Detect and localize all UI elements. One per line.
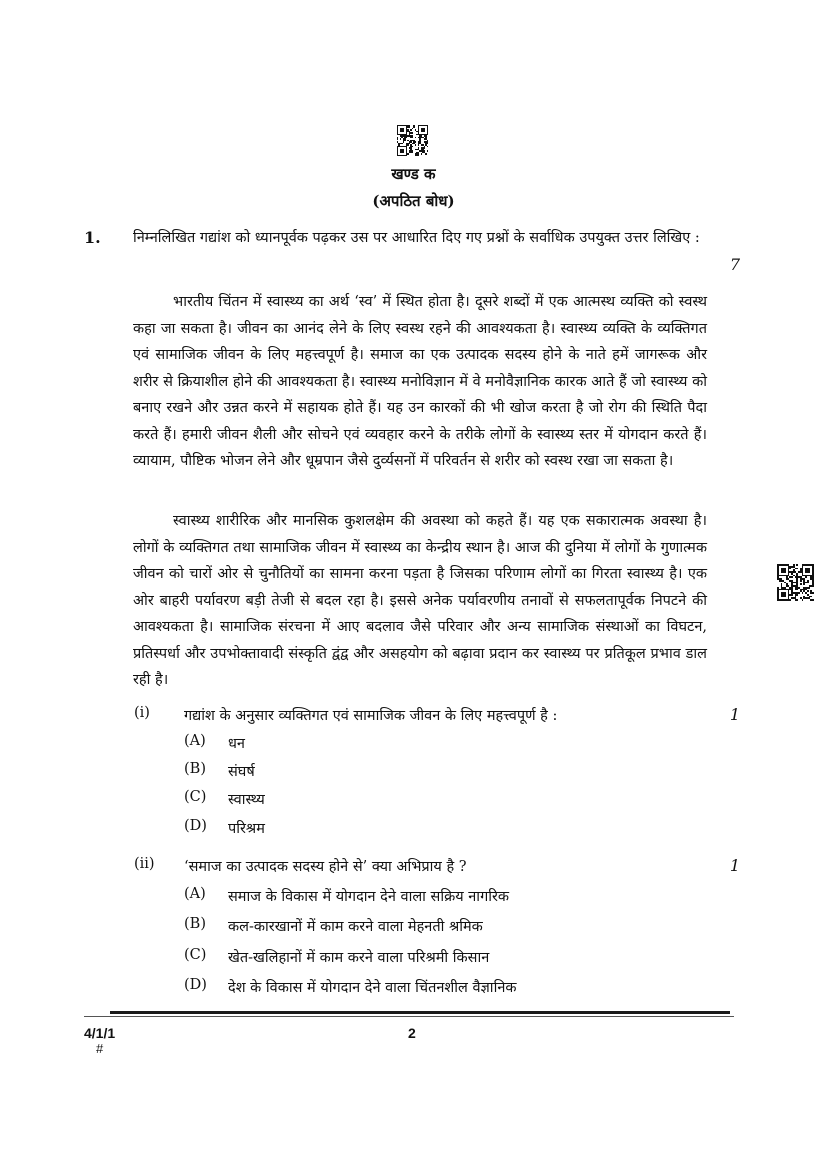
paper-code-hash: # [96, 1041, 104, 1056]
option-text: देश के विकास में योगदान देने वाला चिंतनशील वैज्ञानिक [228, 980, 517, 996]
option-text: कल-कारखानों में काम करने वाला मेहनती श्रमिक [228, 919, 483, 935]
footer-rule [110, 1011, 730, 1014]
passage-paragraph-2: स्वास्थ्य शारीरिक और मानसिक कुशलक्षेम की अवस्था को कहते हैं। यह एक सकारात्मक अवस्था है। लोगों के व्यक्तिगत तथा सामाजिक जीवन में स्वास्थ्य का केन्द्रीय स्थान है। आज की दुनिया में लोगों के गुणात्मक जीवन को चारों ओर से चुनौतियों का सामना करना पड़ता है जिसका परिणाम लोगों का गिरता स्वास्थ्य है। एक ओर बाहरी पर्यावरण बड़ी तेजी से बदल रहा है। इससे अनेक पर्यावरणीय तनावों से सफलतापूर्वक निपटने की आवश्यकता है। सामाजिक संरचना में आए बदलाव जैसे परिवार और अन्य सामाजिक संस्थाओं का विघटन, प्रतिस्पर्धा और उपभोक्तावादी संस्कृति द्वंद्व और असहयोग को बढ़ावा प्रदान कर स्वास्थ्य पर प्रतिकूल प्रभाव डाल रही है। [133, 513, 707, 688]
qr-code-side [777, 564, 814, 601]
section-subtitle: (अपठित बोध) [372, 192, 455, 210]
subquestion-text: गद्यांश के अनुसार व्यक्तिगत एवं सामाजिक जीवन के लिए महत्त्वपूर्ण है : [184, 708, 558, 724]
footer-rule-thin [84, 1016, 734, 1017]
option-label: (B) [184, 916, 206, 932]
subquestion-number: (i) [134, 705, 150, 721]
option-text: परिश्रम [228, 821, 265, 837]
subquestion-number: (ii) [134, 856, 155, 872]
option-text: स्वास्थ्य [228, 792, 265, 808]
paper-code: 4/1/1 [84, 1025, 116, 1041]
question-number: 1. [84, 228, 101, 247]
question-marks: 7 [729, 255, 740, 274]
passage-paragraph-1: भारतीय चिंतन में स्वास्थ्य का अर्थ ‘स्व’ में स्थित होता है। दूसरे शब्दों में एक आत्मस्थ व्यक्ति को स्वस्थ कहा जा सकता है। जीवन का आनंद लेने के लिए स्वस्थ रहने की आवश्यकता है। स्वास्थ्य व्यक्ति के व्यक्तिगत एवं सामाजिक जीवन के लिए महत्त्वपूर्ण है। समाज का एक उत्पादक सदस्य होने के नाते हमें जागरूक और शरीर से क्रियाशील होने की आवश्यकता है। स्वास्थ्य मनोविज्ञान में वे मनोवैज्ञानिक कारक आते हैं जो स्वास्थ्य को बनाए रखने और उन्नत करने में सहायक होते हैं। यह उन कारकों की भी खोज करता है जो रोग की स्थिति पैदा करते हैं। हमारी जीवन शैली और सोचने एवं व्यवहार करने के तरीके लोगों के स्वास्थ्य स्तर में योगदान करते हैं। व्यायाम, पौष्टिक भोजन लेने और धूम्रपान जैसे दुर्व्यसनों में परिवर्तन से शरीर को स्वस्थ रखा जा सकता है। [133, 294, 707, 469]
option-label: (C) [184, 947, 207, 963]
option-text: समाज के विकास में योगदान देने वाला सक्रिय नागरिक [228, 889, 510, 905]
section-title: खण्ड क [391, 165, 436, 183]
option-text: खेत-खलिहानों में काम करने वाला परिश्रमी किसान [228, 950, 490, 966]
option-label: (D) [184, 977, 207, 993]
subquestion-text: ‘समाज का उत्पादक सदस्य होने से’ क्या अभिप्राय है ? [184, 859, 467, 875]
option-label: (A) [184, 733, 206, 749]
option-label: (A) [184, 886, 206, 902]
option-label: (C) [184, 789, 207, 805]
page-number: 2 [408, 1025, 416, 1041]
subquestion-marks: 1 [729, 856, 740, 875]
subquestion-marks: 1 [729, 705, 740, 724]
option-label: (B) [184, 761, 206, 777]
option-label: (D) [184, 818, 207, 834]
question-instruction: निम्नलिखित गद्यांश को ध्यानपूर्वक पढ़कर उस पर आधारित दिए गए प्रश्नों के सर्वाधिक उपयुक्त उत्तर लिखिए : [133, 230, 700, 246]
qr-code-top [397, 125, 428, 156]
option-text: धन [228, 736, 245, 752]
option-text: संघर्ष [228, 764, 255, 780]
